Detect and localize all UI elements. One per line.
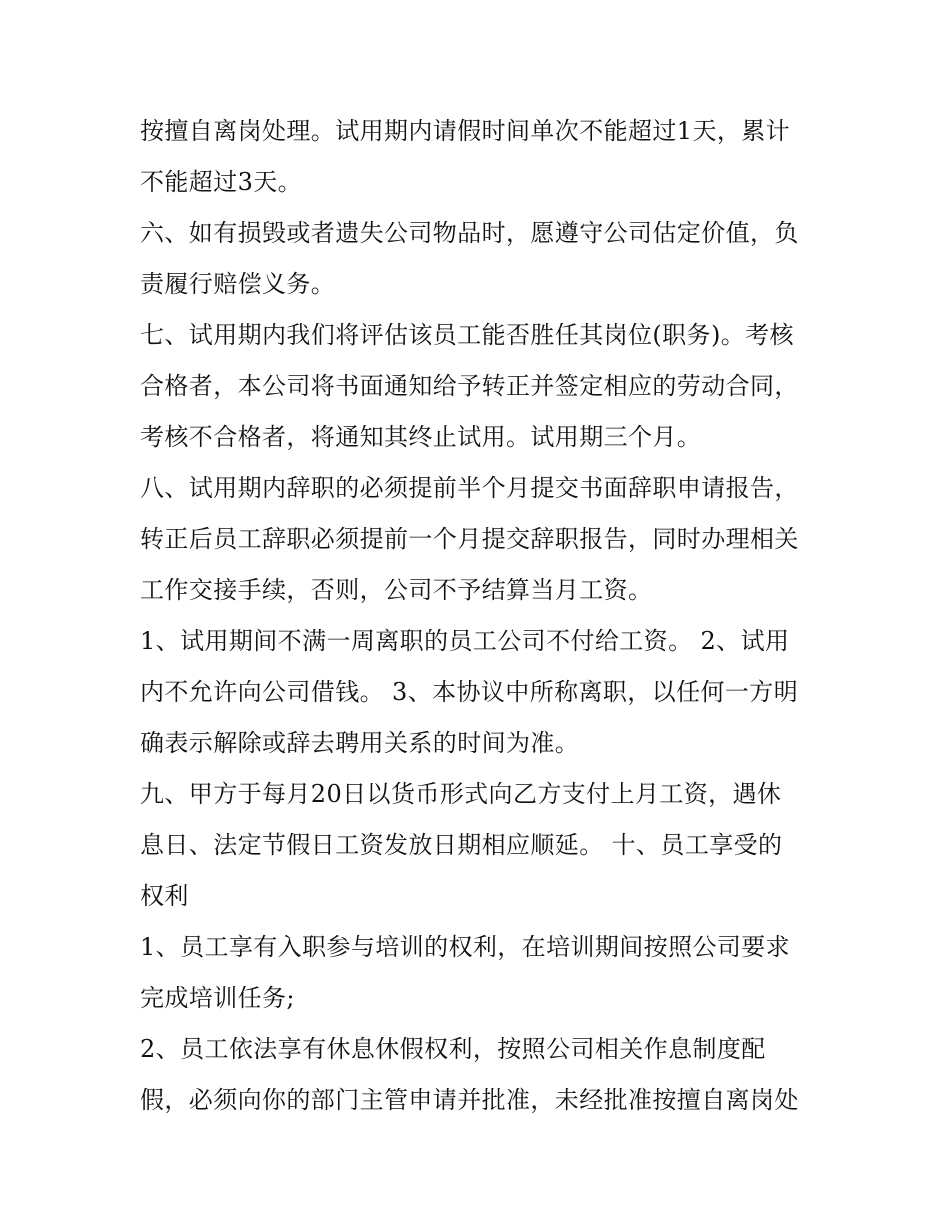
text-line: 不能超过3天。 xyxy=(140,168,303,196)
text-line: 工作交接手续，否则，公司不予结算当月工资。 xyxy=(140,576,653,604)
text-line: 考核不合格者，将通知其终止试用。试用期三个月。 xyxy=(140,423,702,451)
text-line: 2、员工依法享有休息休假权利，按照公司相关作息制度配 xyxy=(140,1035,766,1063)
text-line: 九、甲方于每月20日以货币形式向乙方支付上月工资，遇休 xyxy=(140,780,782,808)
text-line: 七、试用期内我们将评估该员工能否胜任其岗位(职务)。考核 xyxy=(140,321,794,349)
text-line: 按擅自离岗处理。试用期内请假时间单次不能超过1天，累计 xyxy=(140,117,791,145)
text-line: 确表示解除或辞去聘用关系的时间为准。 xyxy=(140,729,580,757)
text-line: 完成培训任务; xyxy=(140,984,295,1012)
text-line: 内不允许向公司借钱。 3、本协议中所称离职，以任何一方明 xyxy=(140,678,799,706)
document-body xyxy=(140,106,820,1126)
text-line: 八、试用期内辞职的必须提前半个月提交书面辞职申请报告， xyxy=(140,474,799,502)
text-line: 假，必须向你的部门主管申请并批准，未经批准按擅自离岗处 xyxy=(140,1086,799,1114)
text-line: 权利 xyxy=(140,882,189,910)
text-line: 1、试用期间不满一周离职的员工公司不付给工资。 2、试用 xyxy=(140,627,790,655)
text-line: 责履行赔偿义务。 xyxy=(140,270,336,298)
text-line: 六、如有损毁或者遗失公司物品时，愿遵守公司估定价值，负 xyxy=(140,219,799,247)
text-line: 1、员工享有入职参与培训的权利，在培训期间按照公司要求 xyxy=(140,933,791,961)
text-line: 息日、法定节假日工资发放日期相应顺延。 十、员工享受的 xyxy=(140,831,783,859)
text-line: 转正后员工辞职必须提前一个月提交辞职报告，同时办理相关 xyxy=(140,525,799,553)
text-line: 合格者，本公司将书面通知给予转正并签定相应的劳动合同， xyxy=(140,372,799,400)
